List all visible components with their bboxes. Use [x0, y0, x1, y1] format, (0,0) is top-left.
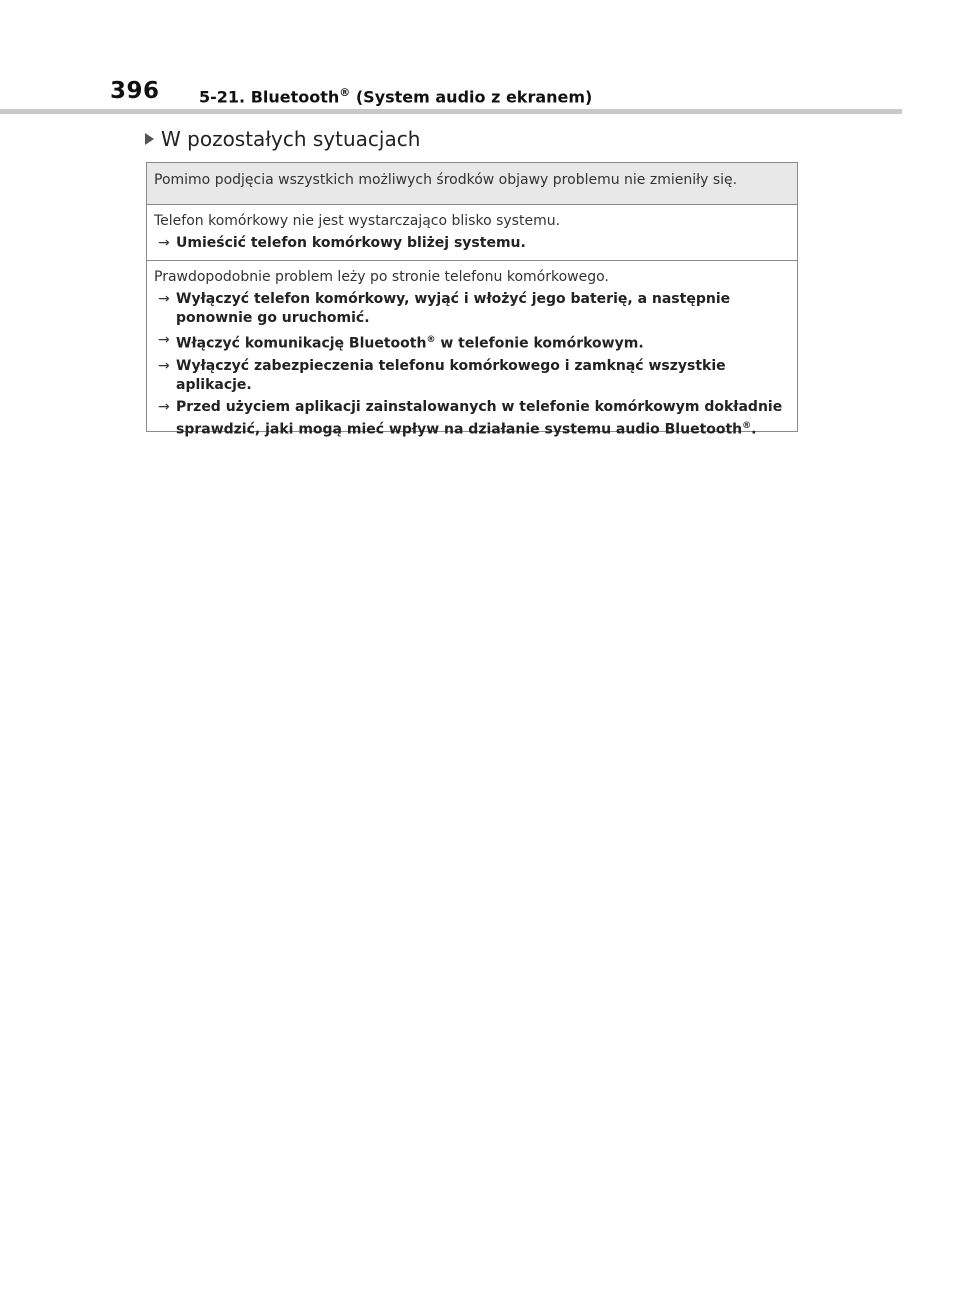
- registered-mark: ®: [339, 86, 351, 99]
- table-row: [147, 204, 797, 260]
- action-text-tail: .: [751, 421, 757, 438]
- action-item: [154, 234, 791, 253]
- arrow-right-icon: →: [158, 235, 170, 251]
- action-text: Wyłączyć zabezpieczenia telefonu komórkowego i zamknąć wszystkie aplikacje.: [176, 357, 726, 393]
- arrow-right-icon: →: [158, 291, 170, 307]
- cause-text: Prawdopodobnie problem leży po stronie telefonu komórkowego.: [154, 269, 609, 285]
- section-title: [199, 86, 592, 106]
- action-item: [154, 290, 791, 328]
- action-text: Wyłączyć telefon komórkowy, wyjąć i włożyć jego baterię, a następnie ponownie go uruchomić.: [176, 291, 731, 326]
- action-text: Włączyć komunikację Bluetooth: [176, 335, 427, 352]
- subheading: [145, 127, 420, 151]
- triangle-right-icon: [145, 133, 154, 145]
- subheading-text: W pozostałych sytuacjach: [161, 127, 421, 151]
- action-item: [154, 357, 791, 395]
- page-header: [0, 0, 960, 115]
- action-text-tail: w telefonie komórkowym.: [435, 335, 644, 352]
- arrow-right-icon: →: [158, 398, 170, 415]
- header-rule: [0, 109, 902, 114]
- table-header-text: Pomimo podjęcia wszystkich możliwych środków objawy problemu nie zmieniły się.: [154, 172, 738, 188]
- action-item: [154, 331, 791, 354]
- cause-text: Telefon komórkowy nie jest wystarczająco blisko systemu.: [154, 213, 561, 229]
- table-row: [147, 260, 797, 438]
- arrow-right-icon: →: [158, 357, 170, 374]
- action-text: Umieścić telefon komórkowy bliżej systemu.: [176, 235, 526, 251]
- section-title-main: 5-21. Bluetooth: [199, 87, 340, 107]
- registered-mark: ®: [426, 335, 436, 345]
- table-header-row: [147, 163, 797, 204]
- page-number: 396: [110, 78, 160, 104]
- section-title-rest: (System audio z ekranem): [350, 87, 593, 107]
- action-item: [154, 398, 791, 440]
- registered-mark: ®: [742, 420, 752, 431]
- troubleshooting-table: [146, 162, 798, 438]
- arrow-right-icon: →: [158, 332, 170, 348]
- action-text: Przed użyciem aplikacji zainstalowanych w telefonie komórkowym dokładnie sprawdzić, jaki mogą mieć wpływ na działanie systemu audio Bluetooth: [176, 398, 783, 438]
